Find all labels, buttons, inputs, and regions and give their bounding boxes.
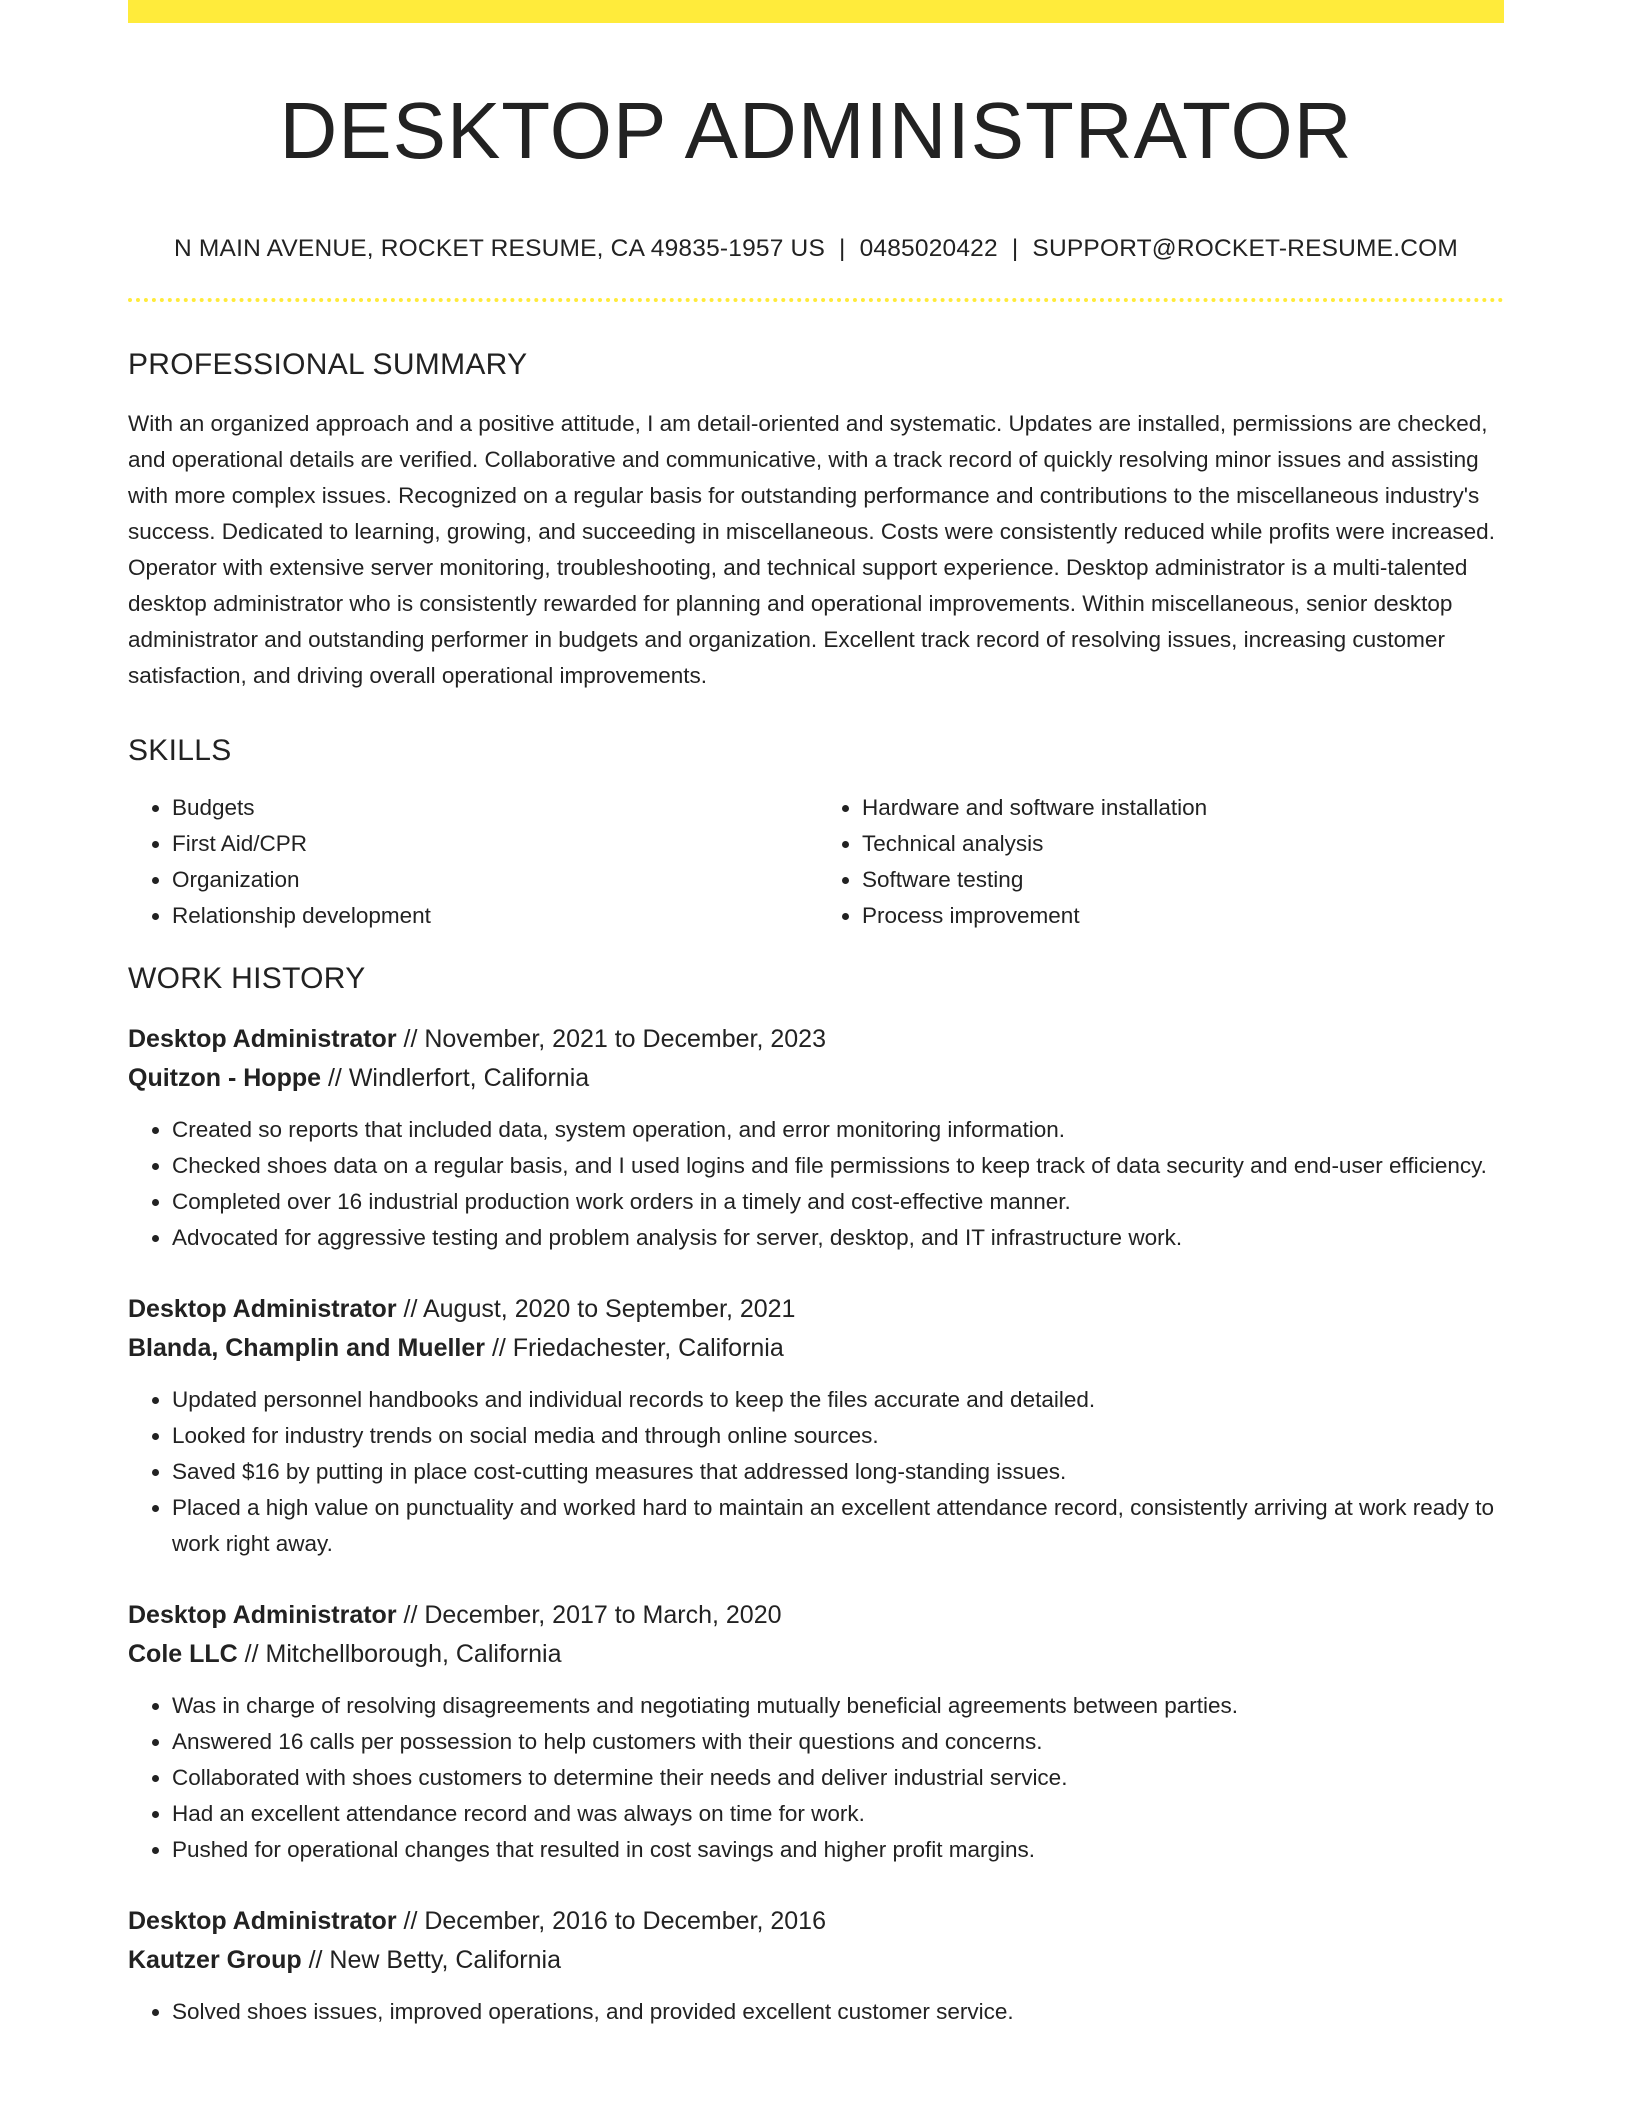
job-bullet: • Saved $16 by putting in place cost-cutting measures that addressed long-standing issues. bbox=[172, 1454, 1504, 1490]
job-role-line bbox=[128, 1020, 1504, 1059]
job-bullet: • Advocated for aggressive testing and problem analysis for server, desktop, and IT infrastructure work. bbox=[172, 1220, 1504, 1256]
job-bullet: • Checked shoes data on a regular basis, and I used logins and file permissions to keep track of data security and end-user efficiency. bbox=[172, 1148, 1504, 1184]
job-bullets bbox=[128, 1112, 1504, 1256]
job-role-line bbox=[128, 1596, 1504, 1635]
skills-heading: SKILLS bbox=[128, 734, 232, 767]
work-history-heading: WORK HISTORY bbox=[128, 962, 366, 995]
job-bullets bbox=[128, 1994, 1504, 2030]
job-company: Blanda, Champlin and Mueller bbox=[128, 1334, 485, 1362]
accent-bar bbox=[128, 0, 1504, 23]
skill-item: • Technical analysis bbox=[862, 826, 1502, 862]
summary-text: With an organized approach and a positive attitude, I am detail-oriented and systematic. Updates are installed, permissions are checked, and operational details are verified. Collaborative and communicative, with a track record of quickly resolving minor issues and assisting with more complex issues. Recognized on a regular basis for outstanding performance and contributions to the miscellaneous industry's success. Dedicated to learning, growing, and succeeding in miscellaneous. Costs were consistently reduced while profits were increased. Operator with extensive server monitoring, troubleshooting, and technical support experience. Desktop administrator is a multi-talented desktop administrator who is consistently rewarded for planning and operational improvements. Within miscellaneous, senior desktop administrator and outstanding performer in budgets and organization. Excellent track record of resolving issues, increasing customer satisfaction, and driving overall operational improvements. bbox=[128, 411, 1495, 688]
job-bullet: • Updated personnel handbooks and individual records to keep the files accurate and detailed. bbox=[172, 1382, 1504, 1418]
job-dates: // November, 2021 to December, 2023 bbox=[396, 1025, 826, 1053]
job-entry bbox=[128, 1290, 1504, 1562]
job-location: // Friedachester, California bbox=[485, 1334, 784, 1362]
job-company: Kautzer Group bbox=[128, 1946, 302, 1974]
job-dates: // August, 2020 to September, 2021 bbox=[396, 1295, 796, 1323]
job-bullet: • Looked for industry trends on social media and through online sources. bbox=[172, 1418, 1504, 1454]
skill-item: • Process improvement bbox=[862, 898, 1502, 934]
job-bullet: • Collaborated with shoes customers to determine their needs and deliver industrial service. bbox=[172, 1760, 1504, 1796]
dotted-divider bbox=[128, 298, 1504, 302]
resume-page bbox=[128, 0, 1504, 2030]
job-location: // Mitchellborough, California bbox=[237, 1640, 562, 1668]
job-bullets bbox=[128, 1688, 1504, 1868]
job-bullet: • Answered 16 calls per possession to help customers with their questions and concerns. bbox=[172, 1724, 1504, 1760]
skill-item: • First Aid/CPR bbox=[172, 826, 812, 862]
job-entry bbox=[128, 1902, 1504, 2030]
job-company: Cole LLC bbox=[128, 1640, 238, 1668]
job-role-line bbox=[128, 1902, 1504, 1941]
job-entry bbox=[128, 1020, 1504, 1256]
skill-item: • Budgets bbox=[172, 790, 812, 826]
contact-separator: | bbox=[1011, 235, 1019, 262]
job-entry bbox=[128, 1596, 1504, 1868]
job-bullet: • Had an excellent attendance record and was always on time for work. bbox=[172, 1796, 1504, 1832]
job-bullet: • Solved shoes issues, improved operations, and provided excellent customer service. bbox=[172, 1994, 1504, 2030]
resume-name: DESKTOP ADMINISTRATOR bbox=[279, 86, 1353, 175]
skill-item: • Organization bbox=[172, 862, 812, 898]
skill-item: • Relationship development bbox=[172, 898, 812, 934]
job-company-line bbox=[128, 1059, 1504, 1098]
phone: 0485020422 bbox=[859, 235, 998, 262]
job-dates: // December, 2017 to March, 2020 bbox=[396, 1601, 782, 1629]
job-role-line bbox=[128, 1290, 1504, 1329]
address: N MAIN AVENUE, ROCKET RESUME, CA 49835-1957 US bbox=[174, 235, 825, 262]
job-company-line bbox=[128, 1635, 1504, 1674]
skill-item: • Hardware and software installation bbox=[862, 790, 1502, 826]
job-bullet: • Pushed for operational changes that resulted in cost savings and higher profit margins. bbox=[172, 1832, 1504, 1868]
skills-list bbox=[128, 790, 1504, 934]
skills-column-left bbox=[128, 790, 812, 934]
job-bullet: • Created so reports that included data, system operation, and error monitoring information. bbox=[172, 1112, 1504, 1148]
skills-column-right bbox=[812, 790, 1502, 934]
job-bullet: • Completed over 16 industrial production work orders in a timely and cost-effective manner. bbox=[172, 1184, 1504, 1220]
job-company: Quitzon - Hoppe bbox=[128, 1064, 322, 1092]
job-company-line bbox=[128, 1941, 1504, 1980]
job-role: Desktop Administrator bbox=[128, 1907, 397, 1935]
contact-line bbox=[128, 235, 1504, 263]
job-location: // New Betty, California bbox=[301, 1946, 561, 1974]
email: SUPPORT@ROCKET-RESUME.COM bbox=[1032, 235, 1458, 262]
job-dates: // December, 2016 to December, 2016 bbox=[396, 1907, 826, 1935]
job-role: Desktop Administrator bbox=[128, 1025, 397, 1053]
job-location: // Windlerfort, California bbox=[321, 1064, 590, 1092]
skill-item: • Software testing bbox=[862, 862, 1502, 898]
job-role: Desktop Administrator bbox=[128, 1295, 397, 1323]
job-role: Desktop Administrator bbox=[128, 1601, 397, 1629]
summary-heading: PROFESSIONAL SUMMARY bbox=[128, 348, 528, 381]
job-bullets bbox=[128, 1382, 1504, 1562]
contact-separator: | bbox=[839, 235, 846, 262]
job-bullet: • Was in charge of resolving disagreements and negotiating mutually beneficial agreements between parties. bbox=[172, 1688, 1504, 1724]
job-company-line bbox=[128, 1329, 1504, 1368]
job-bullet: • Placed a high value on punctuality and worked hard to maintain an excellent attendance record, consistently arriving at work ready to work right away. bbox=[172, 1490, 1504, 1562]
